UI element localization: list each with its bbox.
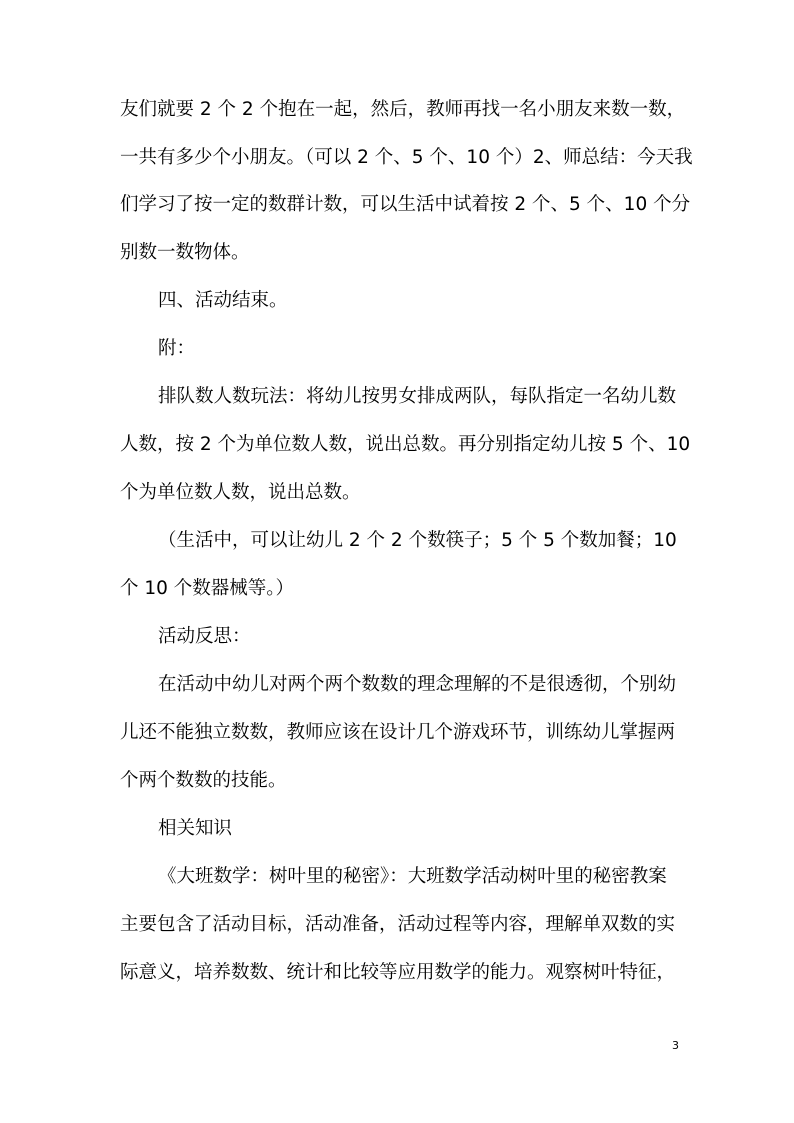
appendix-label: 附： — [158, 338, 196, 359]
paragraph-text: 在活动中幼儿对两个两个数数的理念理解的不是很透彻，个别幼 — [158, 674, 677, 695]
paragraph-text: 际意义，培养数数、统计和比较等应用数学的能力。观察树叶特征， — [120, 962, 676, 983]
paragraph-text: （生活中，可以让幼儿 2 个 2 个数筷子；5 个 5 个数加餐；10 — [158, 530, 677, 551]
paragraph-text: 别数一数物体。 — [120, 242, 250, 263]
paragraph-text: 排队数人数玩法：将幼儿按男女排成两队，每队指定一名幼儿数 — [158, 386, 677, 407]
paragraph-text: 们学习了按一定的数群计数，可以生活中试着按 2 个、5 个、10 个分 — [120, 194, 691, 215]
paragraph-text: 友们就要 2 个 2 个抱在一起，然后，教师再找一名小朋友来数一数， — [120, 99, 686, 120]
paragraph-text: 个 10 个数器械等。） — [120, 578, 295, 599]
paragraph-text: 个两个数数的技能。 — [120, 770, 287, 791]
section-heading: 相关知识 — [158, 818, 233, 839]
paragraph-text: 主要包含了活动目标，活动准备，活动过程等内容，理解单双数的实 — [120, 914, 676, 935]
section-heading: 活动反思： — [158, 626, 251, 647]
paragraph-text: 《大班数学：树叶里的秘密》：大班数学活动树叶里的秘密教案 — [158, 866, 667, 887]
paragraph-text: 人数，按 2 个为单位数人数，说出总数。再分别指定幼儿按 5 个、10 — [120, 434, 691, 455]
paragraph-text: 儿还不能独立数数，教师应该在设计几个游戏环节，训练幼儿掌握两 — [120, 722, 676, 743]
section-heading: 四、活动结束。 — [158, 290, 288, 311]
page-number: 3 — [672, 1039, 679, 1052]
paragraph-text: 个为单位数人数，说出总数。 — [120, 482, 361, 503]
paragraph-text: 一共有多少个小朋友。（可以 2 个、5 个、10 个）2、师总结：今天我 — [120, 147, 693, 168]
